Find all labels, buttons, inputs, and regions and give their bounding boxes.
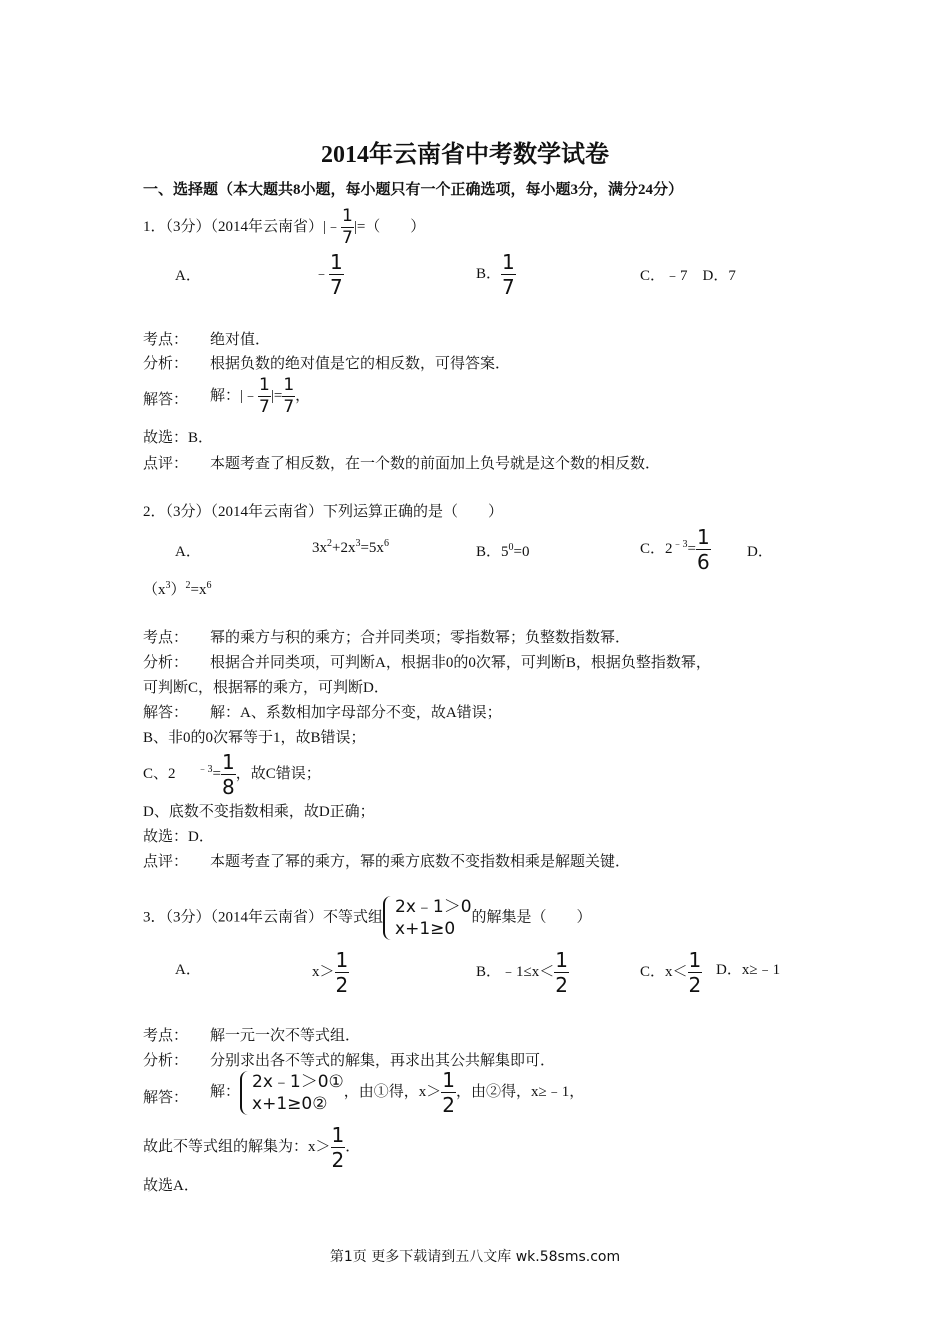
- q2-a-part-2: +2x: [332, 540, 356, 556]
- q1-jieda-frac-1-num: 1: [259, 375, 270, 395]
- q3-jieda-system: [240, 1071, 344, 1115]
- page-title: 2014年云南省中考数学试卷: [321, 142, 609, 168]
- q3-jieda-prefix: 解：: [210, 1083, 241, 1100]
- q2-d-exp-2: 2: [185, 580, 191, 591]
- q3-c-label: C．x＜: [640, 963, 688, 980]
- q2-d-exp-3: 6: [206, 580, 212, 591]
- q1-jieda-mid: |=: [270, 387, 283, 404]
- q2-d-part-1: （x: [143, 582, 166, 598]
- q2-fenxi-label: 分析：: [143, 655, 189, 671]
- q2-d-exp-1: 3: [165, 580, 171, 591]
- q2-b-label: B．5: [476, 544, 509, 560]
- q3-jieda-mid: ，由①得，x＞: [343, 1083, 442, 1100]
- q2-option-d-label: D．: [747, 544, 773, 560]
- q2-b-exp: 0: [508, 542, 514, 553]
- q3-conclusion: [143, 1125, 360, 1170]
- q2-a-exp-3: 6: [383, 538, 389, 549]
- q1-kaodian: 绝对值．: [210, 332, 271, 348]
- q2-option-c: [640, 527, 711, 572]
- q3-jieda-fraction: [441, 1070, 456, 1115]
- q1-option-a-label: A．: [175, 268, 201, 284]
- q3-option-a-label: A．: [175, 962, 201, 978]
- q2-c-exp: ﹣3: [672, 538, 688, 550]
- q1-option-b: [476, 252, 516, 297]
- q2-option-a-label: A．: [175, 544, 201, 560]
- q3-a-expr: x＞: [312, 963, 335, 980]
- q3-stem-prefix: 3．（3分）（2014年云南省）不等式组: [143, 909, 384, 926]
- q3-c-den: 2: [688, 973, 702, 997]
- q3-jieda-den: 2: [442, 1093, 456, 1117]
- q2-c-eq: =: [687, 540, 696, 557]
- q3-jieda-row-2: x+1≥0②: [252, 1093, 328, 1114]
- q2-fenxi-line-2: 可判断C，根据幂的乘方，可判断D．: [143, 680, 389, 696]
- q2-option-b: [476, 540, 529, 561]
- q1-jieda-frac-1-den: 7: [259, 397, 270, 417]
- q3-a-fraction: [335, 950, 350, 995]
- q2-kaodian-label: 考点：: [143, 630, 189, 646]
- q1-jieda: [210, 377, 310, 416]
- q1-kaodian-label: 考点：: [143, 332, 189, 348]
- q2-jieda-line-4: D、底数不变指数相乘，故D正确；: [143, 804, 375, 820]
- q3-b-fraction: [554, 950, 569, 995]
- q3-kaodian: 解一元一次不等式组．: [210, 1028, 361, 1044]
- q1-option-a: [314, 252, 344, 297]
- q2-option-d: [143, 578, 212, 599]
- q2-jieda-line-1: 解：A、系数相加字母部分不变，故A错误；: [210, 705, 502, 721]
- q1-jieda-prefix: 解：|﹣: [210, 387, 259, 404]
- q1-stem-frac-den: 7: [342, 228, 353, 248]
- page-footer: 第1页 更多下载请到五八文库 wk.58sms.com: [329, 1249, 621, 1265]
- q1-stem-fraction: [341, 208, 354, 247]
- q2-guxuan: 故选：D．: [143, 829, 214, 845]
- q2-a-exp-1: 2: [327, 538, 332, 549]
- q2-jieda-c-suffix: ，故C错误；: [235, 765, 321, 782]
- q1-guxuan: 故选：B．: [143, 430, 214, 446]
- q3-stem: [143, 896, 592, 940]
- q3-option-d: D．x≥﹣1: [716, 962, 781, 978]
- q3-conclusion-suffix: ．: [345, 1138, 361, 1155]
- q1-jieda-frac-2: [282, 377, 295, 416]
- q3-c-fraction: [688, 950, 703, 995]
- q2-d-part-3: =x: [190, 582, 207, 598]
- q2-jieda-c-num: 1: [221, 750, 235, 774]
- q3-option-a: [312, 950, 349, 995]
- q3-inequality-system: [383, 896, 472, 940]
- q2-a-part-3: =5x: [360, 540, 384, 556]
- q1-options-cd: C．﹣7 D．7: [640, 268, 736, 284]
- q1-stem-prefix: 1．（3分）（2014年云南省）|﹣: [143, 218, 342, 235]
- q3-fenxi-label: 分析：: [143, 1053, 189, 1069]
- q2-dianping: 本题考查了幂的乘方，幂的乘方底数不变指数相乘是解题关键．: [210, 854, 631, 870]
- q3-fenxi: 分别求出各不等式的解集，再求出其公共解集即可．: [210, 1053, 556, 1069]
- q3-jieda-label: 解答：: [143, 1090, 189, 1106]
- q2-kaodian: 幂的乘方与积的乘方；合并同类项；零指数幂；负整数指数幂．: [210, 630, 631, 646]
- q3-system-row-2: x+1≥0: [395, 919, 456, 939]
- q1-jieda-frac-2-num: 1: [283, 375, 295, 395]
- q1-stem-suffix: |=（ ）: [353, 218, 426, 235]
- q2-option-a: [312, 540, 389, 557]
- q2-jieda-label: 解答：: [143, 705, 189, 721]
- q3-c-num: 1: [688, 948, 702, 972]
- q2-d-part-2: ）: [170, 582, 186, 598]
- q2-stem: 2．（3分）（2014年云南省）下列运算正确的是（ ）: [143, 504, 504, 520]
- q3-option-b: [476, 950, 569, 995]
- q3-guxuan: 故选A．: [143, 1178, 199, 1194]
- q3-system-brace: [383, 896, 395, 940]
- q1-option-a-num: 1: [330, 250, 343, 274]
- q3-conclusion-prefix: 故此不等式组的解集为：x＞: [143, 1138, 331, 1155]
- q3-option-c: [640, 950, 702, 995]
- q2-c-label: C．2: [640, 540, 673, 557]
- q3-jieda: [210, 1070, 584, 1115]
- q1-stem-frac-num: 1: [342, 206, 353, 226]
- q1-fenxi: 根据负数的绝对值是它的相反数，可得答案．: [210, 356, 511, 372]
- q1-jieda-suffix: ，: [295, 387, 311, 404]
- q3-jieda-num: 1: [442, 1068, 456, 1092]
- q3-conclusion-num: 1: [331, 1123, 345, 1147]
- q3-stem-suffix: 的解集是（ ）: [471, 909, 592, 926]
- q3-jieda-suffix: ，由②得，x≥﹣1，: [456, 1083, 585, 1100]
- q2-jieda-c-base: C、2: [143, 765, 176, 782]
- q3-conclusion-den: 2: [331, 1148, 345, 1172]
- q3-b-label: B．﹣1≤x＜: [476, 963, 555, 980]
- q2-jieda-c-eq: =: [212, 765, 221, 782]
- q2-jieda-c-den: 8: [221, 775, 235, 799]
- q1-fenxi-label: 分析：: [143, 356, 189, 372]
- q1-dianping-label: 点评：: [143, 456, 189, 472]
- q3-b-num: 1: [555, 948, 568, 972]
- q3-a-den: 2: [335, 973, 349, 997]
- q1-option-a-den: 7: [330, 275, 343, 299]
- q1-jieda-frac-2-den: 7: [283, 397, 295, 417]
- q2-jieda-c-fraction: [221, 752, 236, 797]
- q3-jieda-brace: [240, 1071, 252, 1115]
- q3-a-num: 1: [335, 948, 349, 972]
- section-heading: 一、选择题（本大题共8小题，每小题只有一个正确选项，每小题3分，满分24分）: [143, 182, 684, 198]
- q1-option-b-label: B．: [476, 265, 502, 282]
- q1-option-a-sign: ﹣: [314, 265, 330, 282]
- q1-option-b-num: 1: [502, 250, 515, 274]
- q2-fenxi-line-1: 根据合并同类项，可判断A，根据非0的0次幂，可判断B，根据负整指数幂，: [210, 655, 711, 671]
- q2-c-num: 1: [696, 525, 710, 549]
- q3-system-row-1: 2x﹣1＞0: [395, 897, 472, 917]
- q2-c-fraction: [696, 527, 711, 572]
- q1-option-a-fraction: [329, 252, 344, 297]
- q3-b-den: 2: [555, 973, 568, 997]
- q1-option-b-den: 7: [502, 275, 515, 299]
- q1-option-b-fraction: [501, 252, 516, 297]
- q2-b-tail: =0: [513, 544, 530, 560]
- q2-jieda-line-3: [143, 752, 321, 797]
- q2-c-den: 6: [696, 550, 710, 574]
- q2-jieda-line-2: B、非0的0次幂等于1，故B错误；: [143, 730, 366, 746]
- q2-jieda-c-exp: ﹣3: [197, 763, 213, 775]
- q3-conclusion-fraction: [331, 1125, 346, 1170]
- q1-stem: [143, 208, 425, 247]
- q3-jieda-row-1: 2x﹣1＞0①: [252, 1071, 344, 1092]
- q2-a-exp-2: 3: [355, 538, 361, 549]
- q1-jieda-label: 解答：: [143, 392, 189, 408]
- q2-a-part-1: 3x: [312, 540, 327, 556]
- q3-kaodian-label: 考点：: [143, 1028, 189, 1044]
- q2-dianping-label: 点评：: [143, 854, 189, 870]
- q1-jieda-frac-1: [258, 377, 271, 416]
- q1-dianping: 本题考查了相反数，在一个数的前面加上负号就是这个数的相反数．: [210, 456, 661, 472]
